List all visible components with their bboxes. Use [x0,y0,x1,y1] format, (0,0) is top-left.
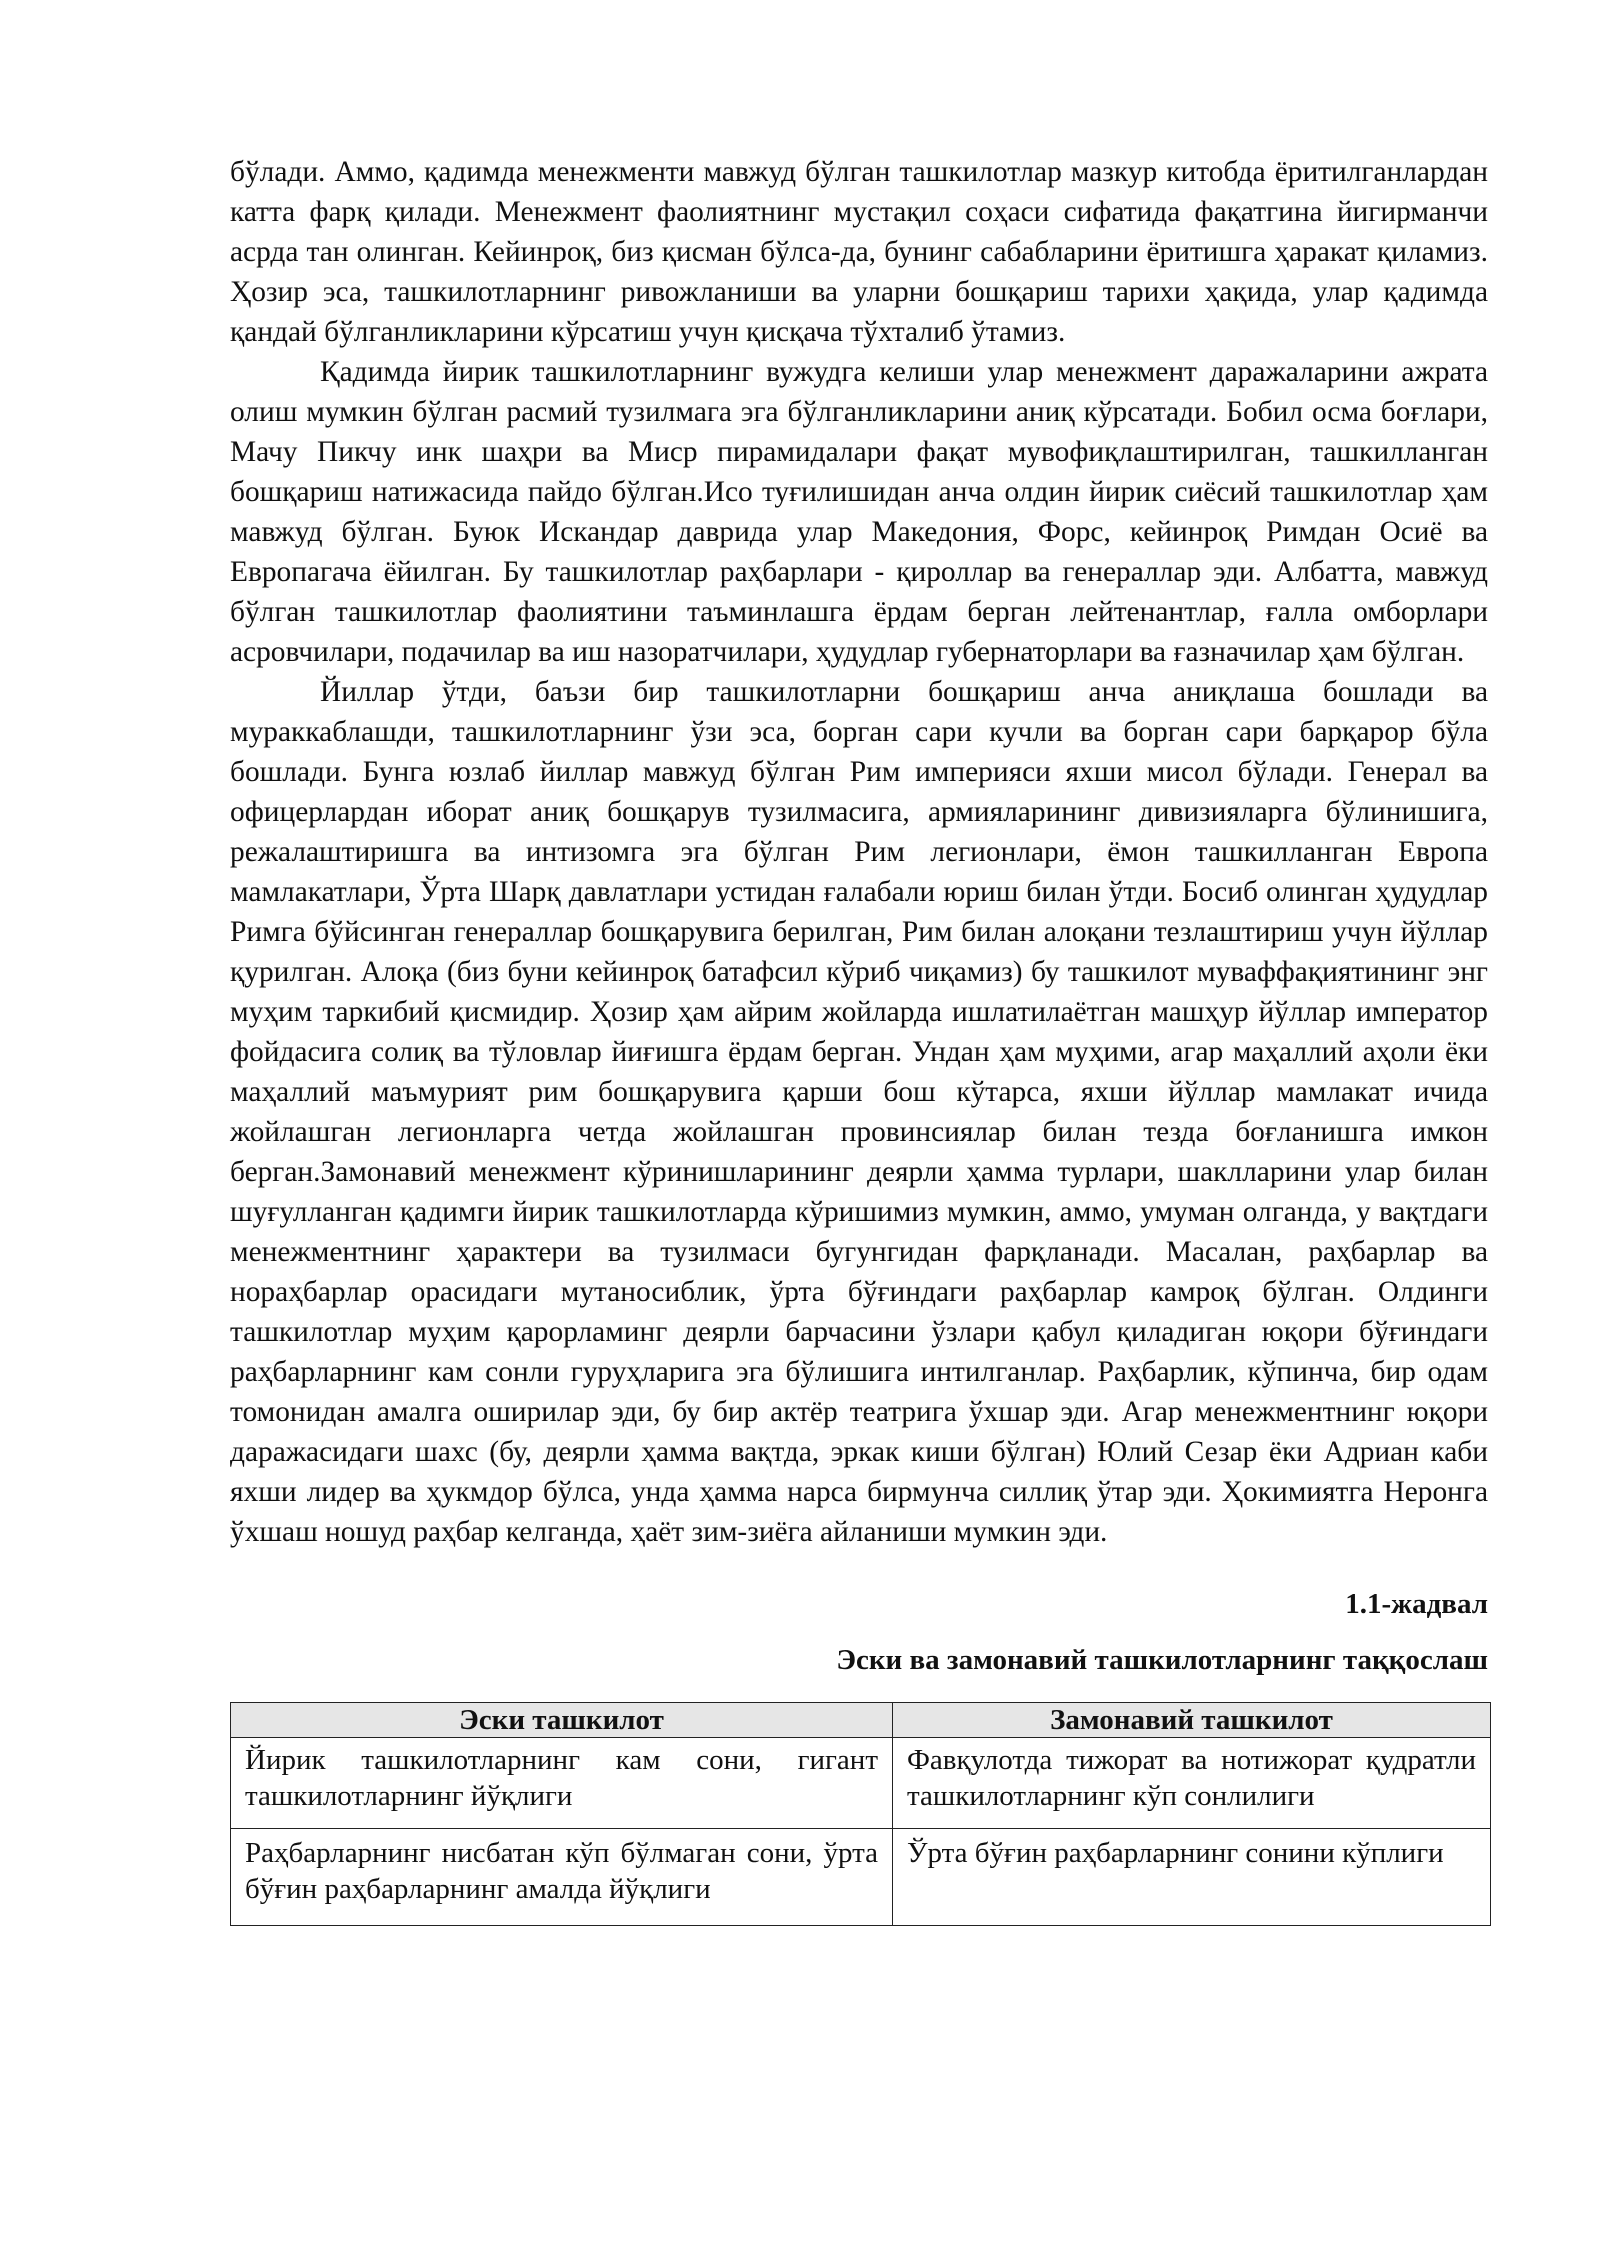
table-label: 1.1-жадвал [1345,1588,1488,1620]
table-cell: Фавқулотда тижорат ва нотижорат қудратли ташкилотларнинг кўп сонлилиги [893,1738,1491,1829]
comparison-table [230,1702,1491,1926]
document-page [230,152,1488,1926]
table-title: Эски ва замонавий ташкилотларнинг таққослаш [836,1644,1488,1676]
header-old-organization: Эски ташкилот [231,1703,893,1738]
table-cell: Раҳбарларнинг нисбатан кўп бўлмаган сони, ўрта бўғин раҳбарларнинг амалда йўқлиги [231,1829,893,1926]
table-cell: Ўрта бўғин раҳбарларнинг сонини кўплиги [893,1829,1491,1926]
table-cell: Йирик ташкилотларнинг кам сони, гигант ташкилотларнинг йўқлиги [231,1738,893,1829]
paragraph-3: Йиллар ўтди, баъзи бир ташкилотларни бошқариш анча аниқлаша бошлади ва мураккаблашди, ташкилотларнинг ўзи эса, борган сари кучли ва борган сари барқарор бўла бошлади. Бунга юзлаб йиллар мавжуд бўлган Рим империяси яхши мисол бўлади. Генерал ва офицерлардан иборат аниқ бошқарув тузилмасига, армияларининг дивизияларга бўлинишига, режалаштиришга ва интизомга эга бўлган Рим легионлари, ёмон ташкилланган Европа мамлакатлари, Ўрта Шарқ давлатлари устидан ғалабали юриш билан ўтди. Босиб олинган ҳудудлар Римга бўйсинган генераллар бошқарувига берилган, Рим билан алоқани тезлаштириш учун йўллар қурилган. Алоқа (биз буни кейинроқ батафсил кўриб чиқамиз) бу ташкилот муваффақиятининг энг муҳим таркибий қисмидир. Ҳозир ҳам айрим жойларда ишлатилаётган машҳур йўллар император фойдасига солиқ ва тўловлар йиғишга ёрдам берган. Ундан ҳам муҳими, агар маҳаллий аҳоли ёки маҳаллий маъмурият рим бошқарувига қарши бош кўтарса, яхши йўллар мамлакат ичида жойлашган легионларга четда жойлашган провинсиялар билан тезда боғланишга имкон берган.Замонавий менежмент кўринишларининг деярли ҳамма турлари, шаклларини улар билан шуғулланган қадимги йирик ташкилотларда кўришимиз мумкин, аммо, умуман олганда, у вақтдаги менежментнинг ҳарактери ва тузилмаси бугунгидан фарқланади. Масалан, раҳбарлар ва нораҳбарлар орасидаги мутаносиблик, ўрта бўғиндаги раҳбарлар камроқ бўлган. Олдинги ташкилотлар муҳим қарорламинг деярли барчасини ўзлари қабул қиладиган юқори бўғиндаги раҳбарларнинг кам сонли гуруҳларига эга бўлишига интилганлар. Раҳбарлик, кўпинча, бир одам томонидан амалга оширилар эди, бу бир актёр театрига ўхшар эди. Агар менежментнинг юқори даражасидаги шахс (бу, деярли ҳамма вақтда, эркак киши бўлган) Юлий Сезар ёки Адриан каби яхши лидер ва ҳукмдор бўлса, унда ҳамма нарса бирмунча силлиқ ўтар эди. Ҳокимиятга Неронга ўхшаш ношуд раҳбар келганда, ҳаёт зим-зиёга айланиши мумкин эди. [230,676,1488,1548]
table-header-row [231,1703,1491,1738]
table-row [231,1738,1491,1829]
paragraph-2: Қадимда йирик ташкилотларнинг вужудга келиши улар менежмент даражаларини ажрата олиш мумкин бўлган расмий тузилмага эга бўлганликларини аниқ кўрсатади. Бобил осма боғлари, Мачу Пикчу инк шаҳри ва Миср пирамидалари фақат мувофиқлаштирилган, ташкилланган бошқариш натижасида пайдо бўлган.Исо туғилишидан анча олдин йирик сиёсий ташкилотлар ҳам мавжуд бўлган. Буюк Искандар даврида улар Македония, Форс, кейинроқ Римдан Осиё ва Европагача ёйилган. Бу ташкилотлар раҳбарлари - қироллар ва генераллар эди. Албатта, мавжуд бўлган ташкилотлар фаолиятини таъминлашга ёрдам берган лейтенантлар, ғалла омборлари асровчилари, подачилар ва иш назоратчилари, ҳудудлар губернаторлари ва ғазначилар ҳам бўлган. [230,356,1488,668]
table-row [231,1829,1491,1926]
header-modern-organization: Замонавий ташкилот [893,1703,1491,1738]
paragraph-1: бўлади. Аммо, қадимда менежменти мавжуд бўлган ташкилотлар мазкур китобда ёритилганлардан катта фарқ қилади. Менежмент фаолиятнинг мустақил соҳаси сифатида фақатгина йигирманчи асрда тан олинган. Кейинроқ, биз қисман бўлса-да, бунинг сабабларини ёритишга ҳаракат қиламиз. Ҳозир эса, ташкилотларнинг ривожланиши ва уларни бошқариш тарихи ҳақида, улар қадимда қандай бўлганликларини кўрсатиш учун қисқача тўхталиб ўтамиз. [230,156,1488,348]
